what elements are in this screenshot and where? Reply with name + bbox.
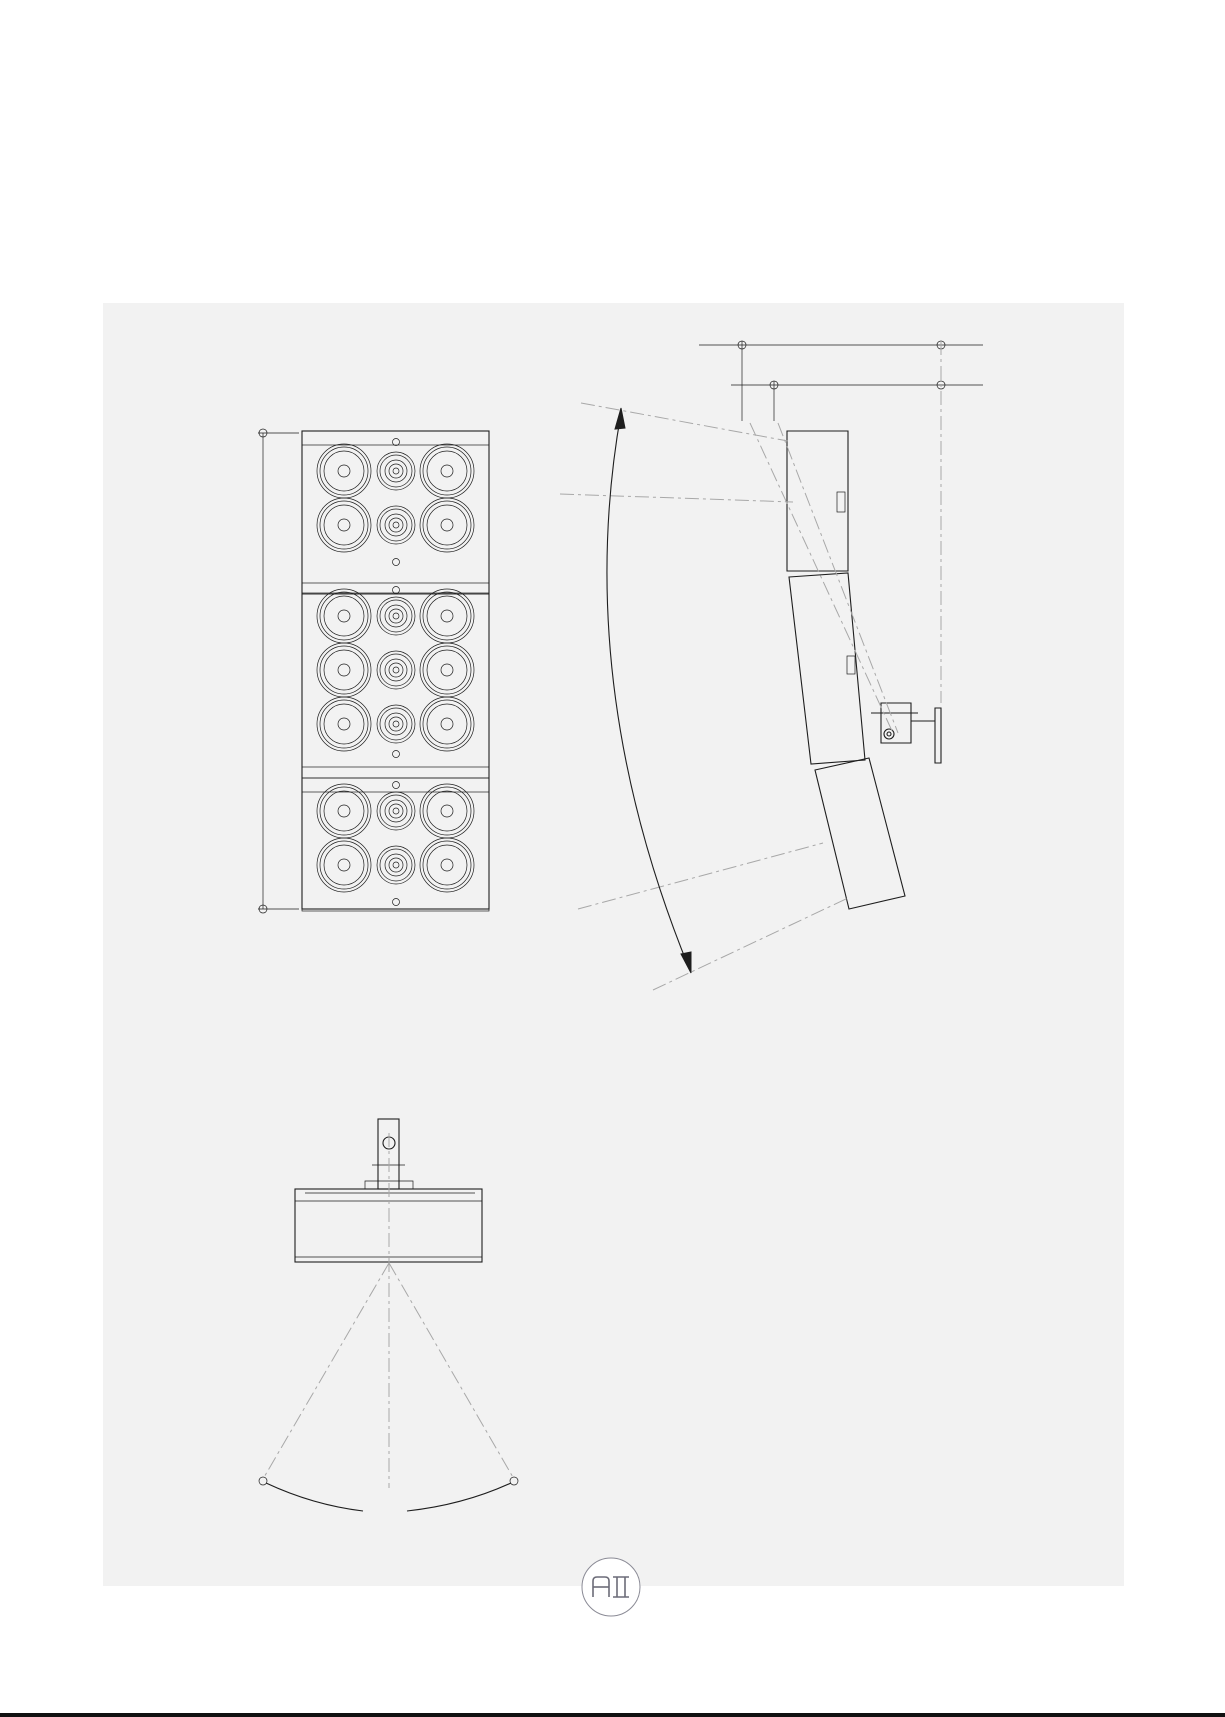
handle-1 <box>837 492 845 512</box>
tweeter-ring <box>385 460 407 482</box>
woofer <box>317 697 371 751</box>
woofer-cap <box>338 465 350 477</box>
wall-bracket <box>871 703 941 763</box>
woofer-ring <box>317 697 371 751</box>
woofer-cap <box>338 718 350 730</box>
woofer <box>317 498 371 552</box>
coverage-node-left <box>259 1477 267 1485</box>
woofer-ring <box>420 643 474 697</box>
side-cabinet-3 <box>815 758 905 909</box>
woofer-ring <box>427 845 467 885</box>
bracket-pivot <box>884 729 894 739</box>
cabinet-gap-1 <box>302 583 489 594</box>
tweeter-ring <box>377 506 415 544</box>
woofer-ring <box>427 451 467 491</box>
tweeter-ring <box>393 808 399 814</box>
coverage-lines <box>560 403 848 990</box>
tweeter-ring <box>385 713 407 735</box>
woofer-ring <box>324 505 364 545</box>
woofer-cap <box>338 805 350 817</box>
aim-centerlines <box>750 423 898 733</box>
tweeter-ring <box>393 468 399 474</box>
woofer-ring <box>320 841 368 889</box>
woofer <box>317 838 371 892</box>
bracket-pivot-center <box>887 732 891 736</box>
woofer-ring <box>317 643 371 697</box>
woofer-ring <box>427 596 467 636</box>
tweeter-ring <box>393 667 399 673</box>
tweeter-ring <box>389 858 403 872</box>
bottom-border <box>0 1713 1225 1717</box>
woofer-ring <box>320 646 368 694</box>
woofer-ring <box>427 505 467 545</box>
woofer <box>317 589 371 643</box>
tweeter <box>377 597 415 635</box>
tweeter-ring <box>377 452 415 490</box>
tweeter <box>377 846 415 884</box>
woofer-ring <box>423 592 471 640</box>
side-view-array <box>560 341 983 990</box>
technical-drawing <box>103 303 1124 1586</box>
brand-logo <box>580 1556 642 1618</box>
woofer-ring <box>423 787 471 835</box>
woofer <box>420 444 474 498</box>
cabinet-3 <box>302 778 489 911</box>
tweeter-ring <box>389 663 403 677</box>
tweeter-ring <box>385 659 407 681</box>
woofer-cap <box>441 465 453 477</box>
screw <box>393 899 400 906</box>
array-outline <box>302 431 489 909</box>
tweeter-ring <box>389 717 403 731</box>
tweeter-ring <box>393 721 399 727</box>
woofer-cap <box>441 718 453 730</box>
tweeter-ring <box>377 846 415 884</box>
woofer-ring <box>317 444 371 498</box>
tweeter-ring <box>389 464 403 478</box>
tweeter-ring <box>393 613 399 619</box>
tweeter-ring <box>377 597 415 635</box>
screw <box>393 782 400 789</box>
tweeter <box>377 452 415 490</box>
tweeter-ring <box>385 605 407 627</box>
tweeter-ring <box>377 792 415 830</box>
woofer-cap <box>441 610 453 622</box>
woofer-ring <box>320 592 368 640</box>
woofer-cap <box>338 519 350 531</box>
woofer-ring <box>320 501 368 549</box>
coverage-arrowheads <box>615 408 691 973</box>
handle-2 <box>847 656 855 674</box>
woofer-ring <box>420 498 474 552</box>
woofer-ring <box>317 838 371 892</box>
woofer-ring <box>317 498 371 552</box>
woofer <box>420 589 474 643</box>
woofer <box>420 838 474 892</box>
woofer-cap <box>338 610 350 622</box>
woofer-cap <box>338 664 350 676</box>
woofer-ring <box>420 697 474 751</box>
tweeter-ring <box>385 800 407 822</box>
woofer-ring <box>427 704 467 744</box>
woofer-ring <box>420 589 474 643</box>
tweeter <box>377 792 415 830</box>
woofer <box>317 643 371 697</box>
woofer-ring <box>320 700 368 748</box>
woofer <box>420 498 474 552</box>
woofer <box>420 643 474 697</box>
tweeter <box>377 506 415 544</box>
woofer-ring <box>324 791 364 831</box>
coverage-node-right <box>510 1477 518 1485</box>
tweeter-ring <box>393 522 399 528</box>
monogram-logo-icon <box>580 1556 642 1618</box>
screw <box>393 751 400 758</box>
side-cabinet-1 <box>787 431 848 571</box>
woofer-ring <box>423 501 471 549</box>
cabinet-gap-2 <box>302 767 489 778</box>
tweeter-ring <box>389 804 403 818</box>
woofer-cap <box>441 519 453 531</box>
tweeter-ring <box>385 514 407 536</box>
tweeter-ring <box>393 862 399 868</box>
woofer-ring <box>423 841 471 889</box>
tweeter-ring <box>385 854 407 876</box>
woofer-cap <box>441 664 453 676</box>
tweeter <box>377 651 415 689</box>
woofer-ring <box>423 700 471 748</box>
woofer-ring <box>423 447 471 495</box>
drawing-sheet <box>103 303 1124 1586</box>
front-view-array <box>258 429 489 913</box>
side-cabinet-2 <box>789 573 865 764</box>
woofer-cap <box>338 859 350 871</box>
woofer <box>420 697 474 751</box>
tweeter-ring <box>377 705 415 743</box>
woofer-ring <box>427 791 467 831</box>
screw <box>393 587 400 594</box>
woofer-ring <box>427 650 467 690</box>
woofer-ring <box>324 451 364 491</box>
tweeter-ring <box>389 609 403 623</box>
woofer-ring <box>320 787 368 835</box>
woofer <box>317 444 371 498</box>
woofer-ring <box>324 650 364 690</box>
woofer-ring <box>420 444 474 498</box>
screw <box>393 559 400 566</box>
woofer-ring <box>317 589 371 643</box>
woofer-ring <box>420 838 474 892</box>
woofer-cap <box>441 805 453 817</box>
tweeter-ring <box>389 518 403 532</box>
woofer-ring <box>324 845 364 885</box>
cabinet-1 <box>302 445 489 593</box>
screw <box>393 439 400 446</box>
top-view-speaker <box>259 1119 518 1511</box>
woofer-ring <box>324 596 364 636</box>
tweeter-ring <box>377 651 415 689</box>
tweeter <box>377 705 415 743</box>
woofer-ring <box>423 646 471 694</box>
woofer-cap <box>441 859 453 871</box>
woofer-ring <box>320 447 368 495</box>
woofer-ring <box>324 704 364 744</box>
